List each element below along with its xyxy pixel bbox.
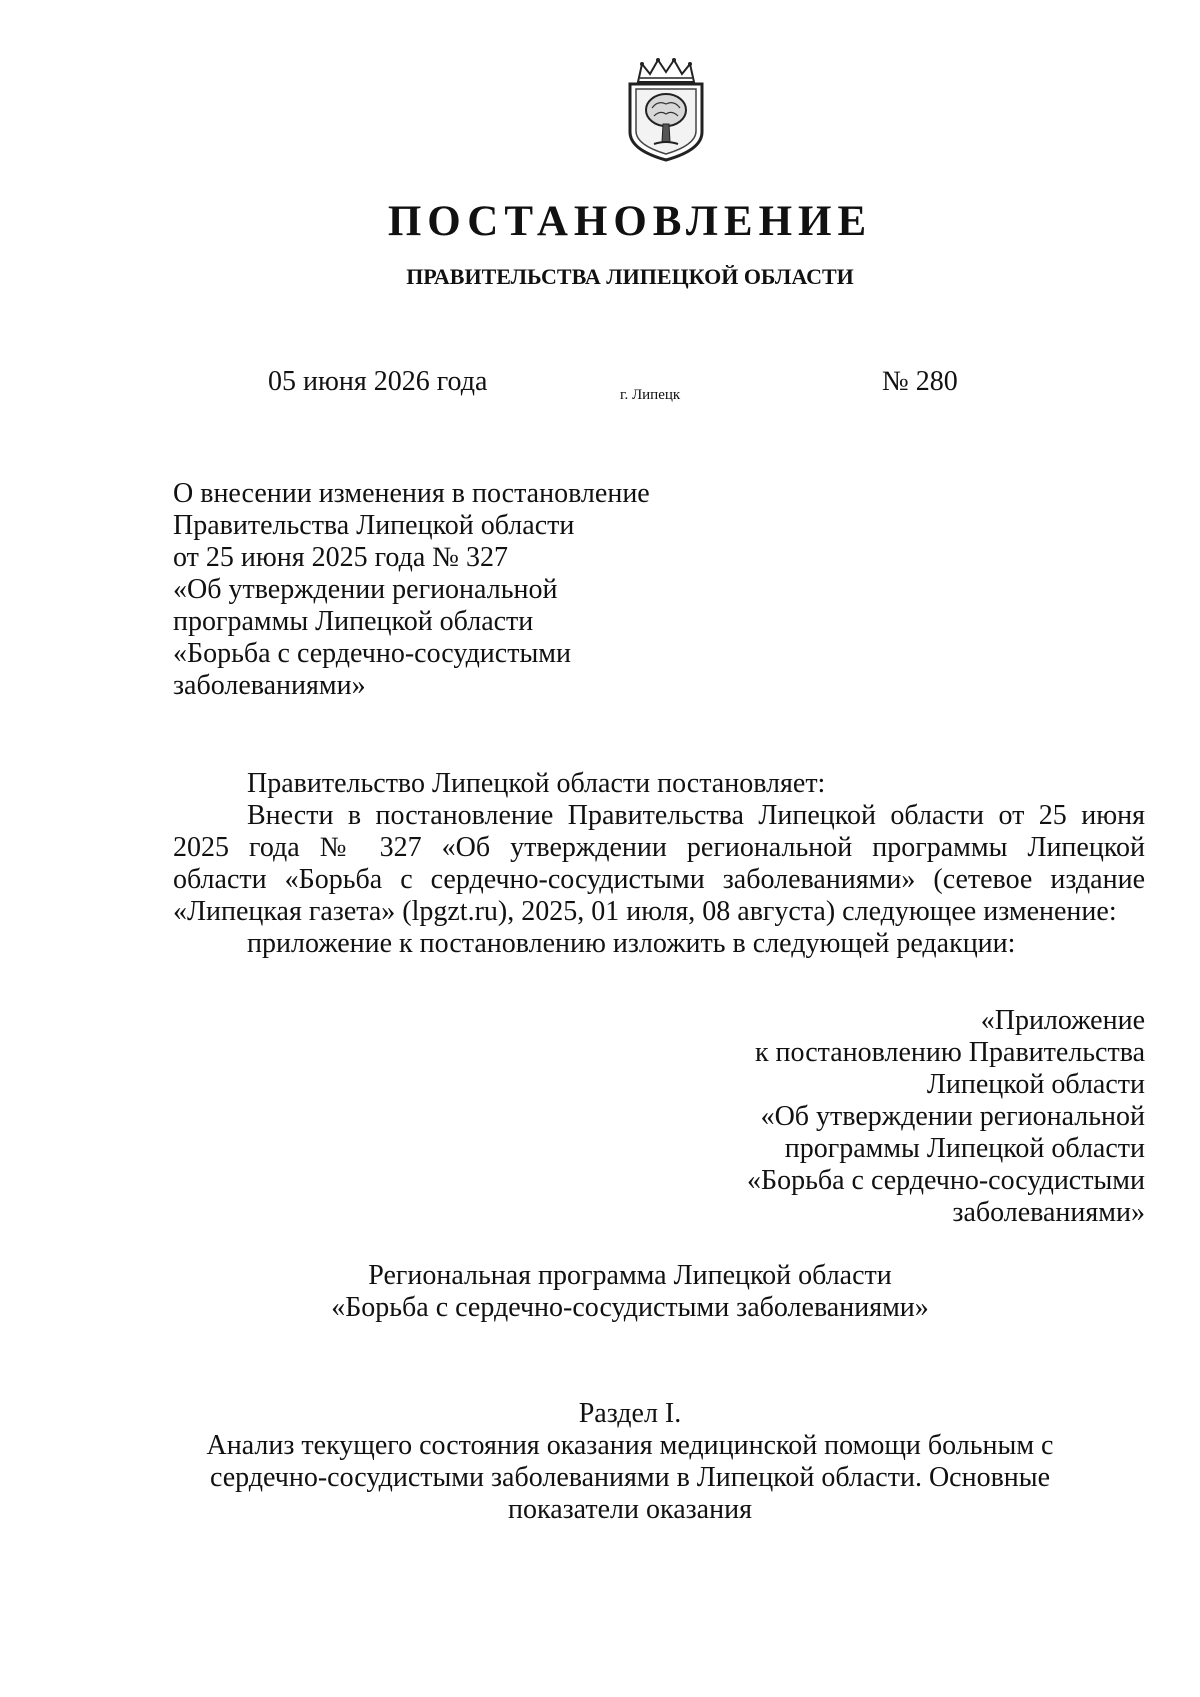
section-number: Раздел I. xyxy=(578,1398,682,1429)
program-title-line: «Борьба с сердечно-сосудистыми заболеваниями» xyxy=(331,1292,929,1323)
document-subject xyxy=(173,478,733,702)
section-heading xyxy=(0,1398,1200,1526)
program-title xyxy=(0,1260,1200,1324)
section-title-line: Анализ текущего состояния оказания медицинской помощи больным с xyxy=(206,1430,1054,1461)
section-title-line: сердечно-сосудистыми заболеваниями в Липецкой области. Основные xyxy=(209,1462,1051,1493)
appendix-line: к постановлению Правительства xyxy=(754,1037,1145,1068)
appendix-line: «Приложение xyxy=(980,1005,1145,1036)
appendix-line: Липецкой области xyxy=(926,1069,1145,1100)
subject-line: «Об утверждении региональной xyxy=(173,574,558,605)
document-city: г. Липецк xyxy=(620,387,681,403)
appendix-line: программы Липецкой области xyxy=(784,1133,1145,1164)
subject-line: Правительства Липецкой области xyxy=(173,510,575,541)
body-instruction: приложение к постановлению изложить в следующей редакции: xyxy=(247,928,1016,959)
subject-line: заболеваниями» xyxy=(173,670,366,701)
body-paragraph-line: 2025 года № 327 «Об утверждении региональной программы Липецкой xyxy=(173,832,1145,863)
section-title-line: показатели оказания xyxy=(508,1494,752,1525)
document-title: ПОСТАНОВЛЕНИЕ xyxy=(387,198,873,245)
document-issuer: ПРАВИТЕЛЬСТВА ЛИПЕЦКОЙ ОБЛАСТИ xyxy=(406,264,854,289)
coat-of-arms-icon xyxy=(626,58,706,162)
subject-line: «Борьба с сердечно-сосудистыми xyxy=(173,638,571,669)
body-paragraph-line: области «Борьба с сердечно-сосудистыми заболеваниями» (сетевое издание xyxy=(173,864,1145,895)
body-paragraph-line: «Липецкая газета» (lpgzt.ru), 2025, 01 июля, 08 августа) следующее изменение: xyxy=(173,896,1117,927)
appendix-line: заболеваниями» xyxy=(952,1197,1145,1228)
subject-line: О внесении изменения в постановление xyxy=(173,478,650,509)
document-body xyxy=(173,768,1145,960)
body-line-text: Внести в постановление Правительства Липецкой области от 25 июня xyxy=(247,800,1145,831)
body-paragraph-line xyxy=(173,800,1145,832)
subject-line: программы Липецкой области xyxy=(173,606,534,637)
document-date: 05 июня 2026 года xyxy=(268,366,488,397)
appendix-line: «Об утверждении региональной xyxy=(760,1101,1145,1132)
document-number: № 280 xyxy=(882,366,958,397)
appendix-line: «Борьба с сердечно-сосудистыми xyxy=(747,1165,1145,1196)
subject-line: от 25 июня 2025 года № 327 xyxy=(173,542,509,573)
appendix-reference xyxy=(747,1005,1145,1229)
body-intro: Правительство Липецкой области постановляет: xyxy=(247,768,826,799)
program-title-line: Региональная программа Липецкой области xyxy=(368,1260,892,1291)
